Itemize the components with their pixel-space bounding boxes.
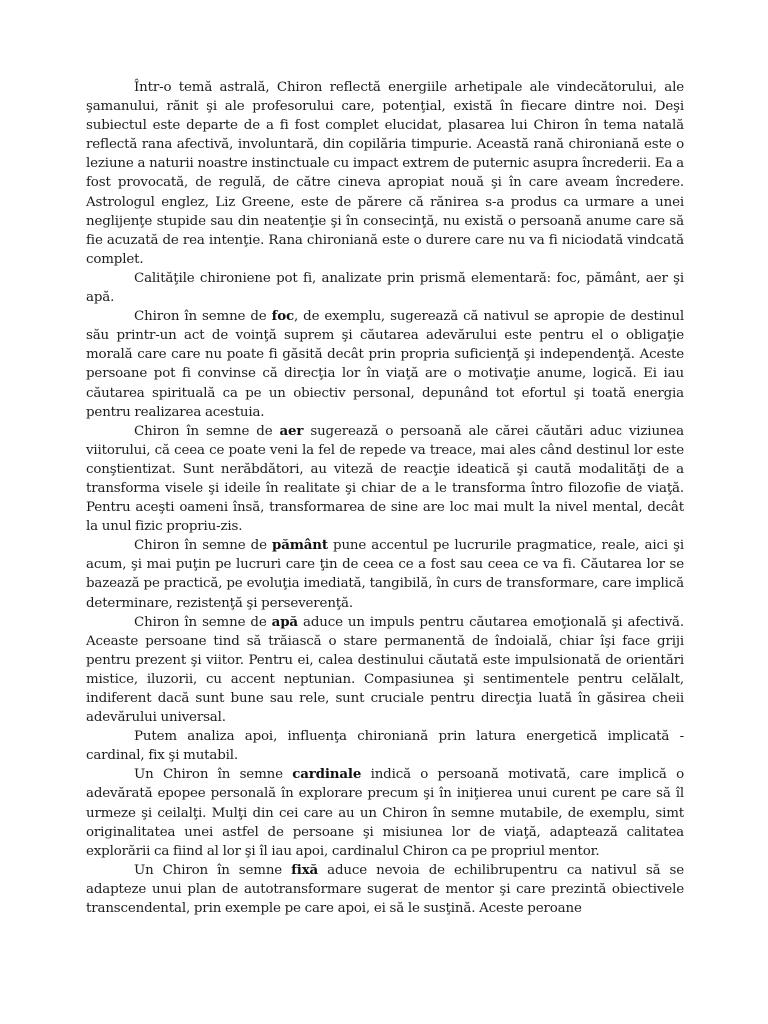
document-page — [86, 78, 684, 918]
paragraph-text: aduce nevoia de echilibrupentru ca nativul să se adapteze unui plan de autotransformare sugerat de mentor şi care prezintă obiectivele transcendental, prin exemple pe care apoi, ei să le susţină. Aceste peroane — [86, 862, 685, 917]
paragraph-earth — [86, 536, 684, 612]
bold-term: aer — [279, 422, 304, 439]
paragraph-text: Un Chiron în semne — [134, 767, 293, 783]
paragraph-text: Un Chiron în semne — [134, 862, 292, 878]
paragraph-text: Putem analiza apoi, influenţa chironiană prin latura energetică implicată - cardinal, fix şi mutabil. — [86, 729, 684, 764]
paragraph-water — [86, 613, 684, 728]
paragraph-modalities — [86, 727, 684, 765]
paragraph-fire — [86, 307, 684, 422]
paragraph-text: indică o persoană motivată, care implică o adevărată epopee personală în explorare precum şi în iniţierea unui curent pe care să îl urmeze şi ceilalţi. Mulţi din cei care au un Chiron în semne mutabile, de exemplu, simt originalitatea unei astfel de persoane şi misiunea lor de viaţă, adaptează calitatea explorării ca fiind al lor şi îl iau apoi, cardinalul Chiron ca pe propriul mentor. — [86, 767, 685, 859]
bold-term: foc — [271, 308, 295, 325]
paragraph-text: Chiron în semne de — [134, 538, 272, 554]
bold-term: fixă — [291, 861, 319, 878]
paragraph-text: Într-o temă astrală, Chiron reflectă energiile arhetipale ale vindecătorului, ale şamanului, rănit şi ale profesorului care, potenţial, există în fiecare dintre noi. Deşi subiectul este departe de a fi fost complet elucidat, plasarea lui Chiron în tema natală reflectă rana afectivă, involuntară, din copilăria timpurie. Această rană chironiană este o leziune a naturii noastre instinctuale cu impact extrem de puternic asupra încrederii. Ea a fost provocată, de regulă, de către cineva apropiat nouă şi în care aveam încredere. Astrologul englez, Liz Greene, este de părere că rănirea s-a produs ca urmare a unei neglijenţe stupide sau din neatenţie şi în consecinţă, nu există o persoană anume care să fie acuzată de rea intenţie. Rana chironiană este o durere care nu va fi niciodată vindcată complet. — [86, 80, 684, 267]
paragraph-text: , de exemplu, sugerează că nativul se apropie de destinul său printr-un act de voinţă suprem şi căutarea adevărului este pentru el o obligaţie morală care care nu poate fi găsită decât prin propria suficienţă şi independenţă. Aceste persoane pot fi convinse că direcţia lor în viaţă are o motivaţie anume, logică. Ei iau căutarea spirituală ca pe un obiectiv personal, depunând tot efortul şi toată energia pentru realizarea acestuia. — [86, 309, 684, 420]
paragraph-text: pune accentul pe lucrurile pragmatice, reale, aici şi acum, şi mai puţin pe lucruri care ţin de ceea ce a fost sau ceea ce va fi. Căutarea lor se bazează pe practică, pe evoluţia imediată, tangibilă, în curs de transformare, care implică determinare, rezistenţă şi perseverenţă. — [86, 538, 684, 611]
paragraph-cardinal — [86, 765, 684, 860]
paragraph-text: Calităţile chironiene pot fi, analizate prin prismă elementară: foc, pământ, aer şi apă. — [86, 270, 684, 306]
paragraph-elements — [86, 269, 684, 307]
bold-term: apă — [271, 613, 298, 630]
bold-term: pământ — [271, 537, 328, 554]
paragraph-intro — [86, 78, 684, 269]
paragraph-air — [86, 422, 684, 537]
paragraph-text: Chiron în semne de — [134, 309, 272, 325]
paragraph-text: aduce un impuls pentru căutarea emoţională şi afectivă. Aceaste persoane tind să trăiască o stare permanentă de îndoială, chiar îşi face griji pentru prezent şi viitor. Pentru ei, calea destinului căutată este impulsionată de orientări mistice, iluzorii, cu accent neptunian. Compasiunea şi sentimentele pentru celălalt, indiferent dacă sunt bune sau rele, sunt cruciale pentru direcţia luată în găsirea cheii adevărului universal. — [86, 614, 684, 726]
paragraph-text: Chiron în semne de — [134, 423, 280, 439]
paragraph-text: sugerează o persoană ale cărei căutări aduc viziunea viitorului, că ceea ce poate veni la fel de repede va treace, mai ales când destinul lor este conştientizat. Sunt nerăbdători, au viteză de reacţie ideatică şi caută modalităţi de a transforma visele şi ideile în realitate şi chiar de a le transforma întro filozofie de viaţă. Pentru aceşti oameni însă, transformarea de sine are loc mai mult la nivel mental, decât la unul fizic propriu-zis. — [86, 423, 684, 535]
paragraph-text: Chiron în semne de — [134, 614, 272, 630]
bold-term: cardinale — [292, 766, 362, 783]
paragraph-fixed — [86, 861, 684, 918]
